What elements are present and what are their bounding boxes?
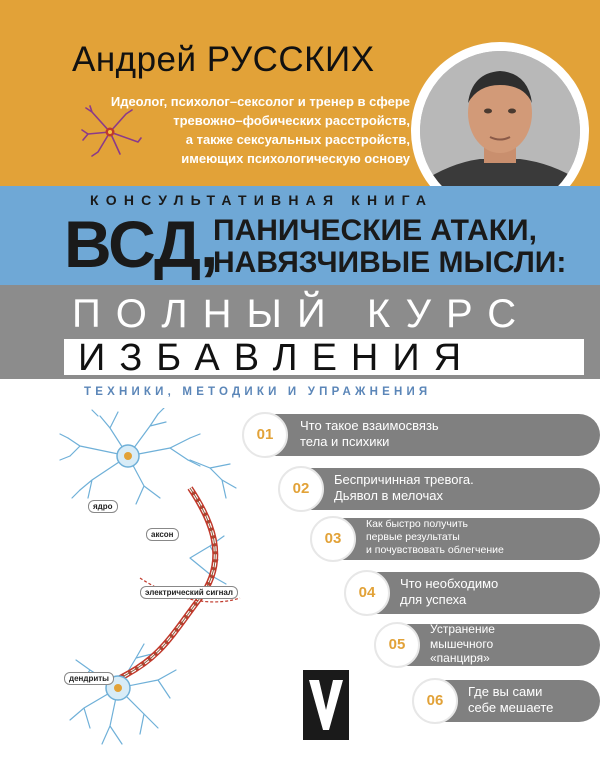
item-text xyxy=(400,576,498,608)
item-text xyxy=(366,518,504,557)
item-line: для успеха xyxy=(400,592,467,607)
item-line: тела и психики xyxy=(300,434,390,449)
author-desc-line: Идеолог, психолог–сексолог и тренер в сфере xyxy=(110,94,410,109)
item-line: первые результаты xyxy=(366,531,460,543)
item-number: 01 xyxy=(256,426,274,443)
neuron-label-nucleus: ядро xyxy=(88,500,118,513)
item-number: 02 xyxy=(292,480,310,497)
item-text xyxy=(300,418,439,450)
item-number-badge xyxy=(242,412,288,458)
item-line: Дьявол в мелочах xyxy=(334,488,443,503)
item-line: Что такое взаимосвязь xyxy=(300,418,439,433)
title-line-2: НАВЯЗЧИВЫЕ МЫСЛИ: xyxy=(213,246,567,279)
item-line: и почувствовать облегчение xyxy=(366,544,504,556)
item-number-badge xyxy=(412,678,458,724)
item-number: 03 xyxy=(324,530,342,547)
title-vsd: ВСД, xyxy=(64,207,218,281)
course-title-line-1: ПОЛНЫЙ КУРС xyxy=(72,292,532,336)
item-text xyxy=(468,684,553,716)
item-number-badge xyxy=(344,570,390,616)
v-letter-logo-icon xyxy=(303,670,349,740)
neuron-label-axon: аксон xyxy=(146,528,179,541)
neuron-label-signal: электрический сигнал xyxy=(140,586,238,599)
item-text xyxy=(334,472,474,504)
item-number: 05 xyxy=(388,636,406,653)
subtitle: ТЕХНИКИ, МЕТОДИКИ И УПРАЖНЕНИЯ xyxy=(84,386,432,398)
author-desc-line: имеющих психологическую основу xyxy=(181,151,410,166)
course-title-line-2: ИЗБАВЛЕНИЯ xyxy=(78,337,476,379)
item-number-badge xyxy=(278,466,324,512)
item-line: «панциря» xyxy=(430,651,490,665)
author-desc-line: а также сексуальных расстройств, xyxy=(185,132,410,147)
author-name: Андрей РУССКИХ xyxy=(72,40,375,79)
neuron-icon xyxy=(80,104,142,158)
item-number-badge xyxy=(310,516,356,562)
item-line: Где вы сами xyxy=(468,684,543,699)
title-line-1: ПАНИЧЕСКИЕ АТАКИ, xyxy=(213,214,537,247)
item-line: Как быстро получить xyxy=(366,518,468,530)
item-line: Беспричинная тревога. xyxy=(334,472,474,487)
neuron-label-dendrites: дендриты xyxy=(64,672,114,685)
item-number: 06 xyxy=(426,692,444,709)
neuron-diagram xyxy=(40,408,270,758)
item-number: 04 xyxy=(358,584,376,601)
item-line: себе мешаете xyxy=(468,700,554,715)
item-line: Устранение xyxy=(430,622,495,636)
item-line: Что необходимо xyxy=(400,576,499,591)
item-number-badge xyxy=(374,622,420,668)
item-text xyxy=(430,622,495,666)
book-type: КОНСУЛЬТАТИВНАЯ КНИГА xyxy=(90,192,434,208)
item-line: мышечного xyxy=(430,636,494,651)
author-desc-line: тревожно–фобических расстройств, xyxy=(173,113,410,128)
